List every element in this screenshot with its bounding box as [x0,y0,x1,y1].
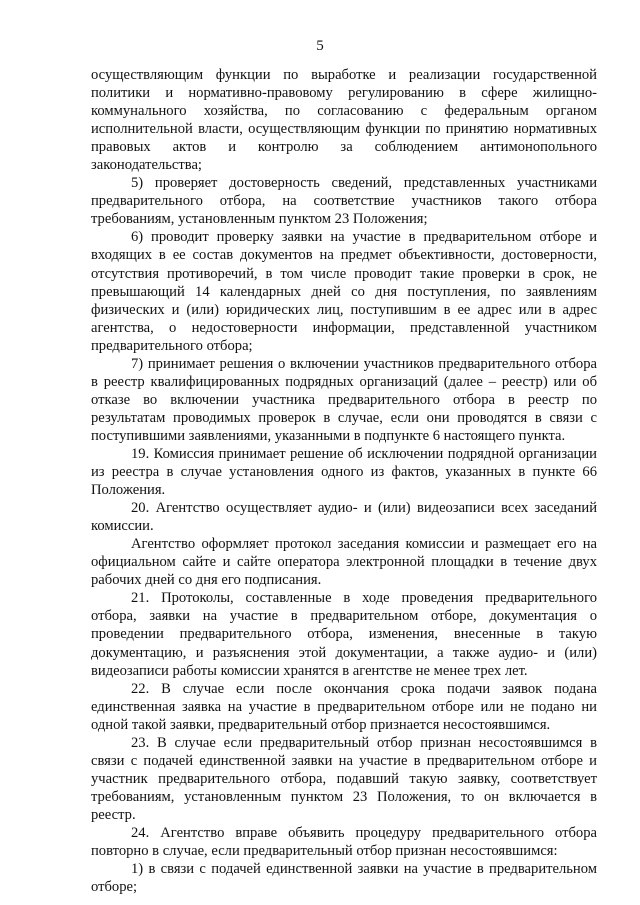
paragraph-item-5: 5) проверяет достоверность сведений, представленных участниками предварительного отбора, на соответствие участников такого отбора требованиям, установленным пунктом 23 Положения; [91,175,597,228]
page-number: 5 [316,38,324,54]
paragraph-item-6: 6) проводит проверку заявки на участие в предварительном отборе и входящих в ее состав документов на предмет объективности, достоверности, отсутствия противоречий, в том числе проводит такие проверки в срок, не превышающий 14 календарных дней со дня поступления, по заявлениям физических и (или) юридических лиц, поступившим в ее адрес или в адрес агентства, о недостоверности информации, представленной участником предварительного отбора; [91,229,597,354]
paragraph-clause-21: 21. Протоколы, составленные в ходе проведения предварительного отбора, заявки на участие в предварительном отборе, документация о проведении предварительного отбора, изменения, внесенные в такую документацию, и разъяснения этой документации, а также аудио- и (или) видеозаписи работы комиссии хранятся в агентстве не менее трех лет. [91,590,597,679]
paragraph-clause-19: 19. Комиссия принимает решение об исключении подрядной организации из реестра в случае установления одного из фактов, указанных в пункте 66 Положения. [91,445,597,499]
document-body [91,66,597,896]
paragraph-clause-20: 20. Агентство осуществляет аудио- и (или) видеозаписи всех заседаний комиссии. [91,500,597,535]
paragraph-clause-24: 24. Агентство вправе объявить процедуру предварительного отбора повторно в случае, если предварительный отбор признан несостоявшимся: [91,824,597,860]
paragraph-item-7: 7) принимает решения о включении участников предварительного отбора в реестр квалифицированных подрядных организаций (далее – реестр) или об отказе во включении участника предварительного отбора в реестр по результатам проводимых проверок в случае, если они проводятся в связи с поступившими заявлениями, указанными в подпункте 6 настоящего пункта. [91,355,597,444]
paragraph-clause-22: 22. В случае если после окончания срока подачи заявок подана единственная заявка на участие в предварительном отборе или не подано ни одной такой заявки, предварительный отбор признается несостоявшимся. [91,680,597,733]
paragraph-clause-23: 23. В случае если предварительный отбор признан несостоявшимся в связи с подачей единственной заявки на участие в предварительном отборе и участник предварительного отбора, подавший такую заявку, соответствует требованиям, установленным пунктом 23 Положения, то он включается в реестр. [91,734,597,823]
paragraph-protocol: Агентство оформляет протокол заседания комиссии и размещает его на официальном сайте и сайте оператора электронной площадки в течение двух рабочих дней со дня его подписания. [91,536,597,589]
paragraph-continuation: осуществляющим функции по выработке и реализации государственной политики и нормативно-правовому регулированию в сфере жилищно-коммунального хозяйства, по согласованию с федеральным органом исполнительной власти, осуществляющим функции по принятию нормативных правовых актов и контролю за соблюдением антимонопольного законодательства; [91,67,597,174]
paragraph-clause-24-item-1: 1) в связи с подачей единственной заявки на участие в предварительном отборе; [91,861,597,896]
